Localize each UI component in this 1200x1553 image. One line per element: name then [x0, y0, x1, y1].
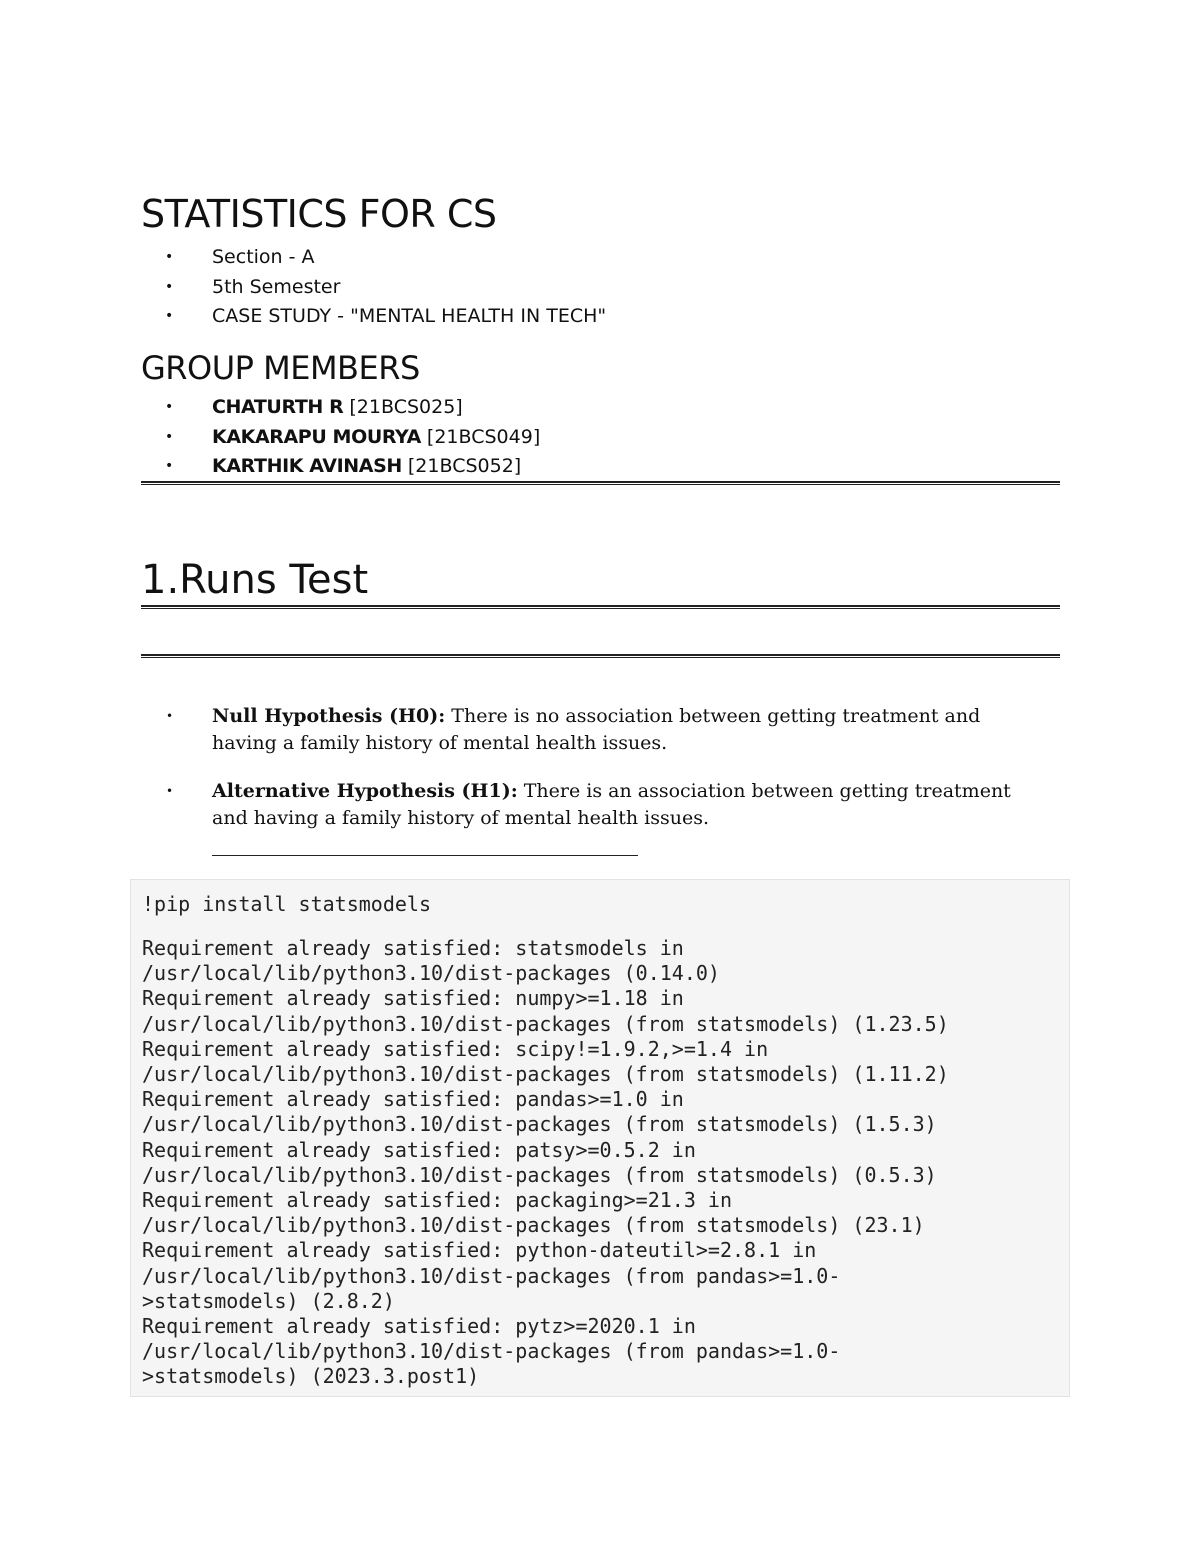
output-line: Requirement already satisfied: numpy>=1.18 in	[142, 986, 684, 1011]
document-title: STATISTICS FOR CS	[141, 192, 497, 236]
hypothesis-text: There is an association between getting treatment and having a family history of mental health issues.	[212, 780, 1011, 829]
info-item-section: Section - A	[212, 246, 315, 268]
bullet: •	[166, 709, 174, 723]
info-item-case-study: CASE STUDY - "MENTAL HEALTH IN TECH"	[212, 305, 607, 327]
output-line: >statsmodels) (2023.3.post1)	[142, 1364, 480, 1389]
bullet: •	[165, 399, 174, 415]
bullet: •	[165, 308, 174, 324]
member-id: [21BCS025]	[343, 396, 463, 418]
member-list	[0, 393, 540, 482]
member-item	[0, 423, 540, 453]
section-heading: 1.Runs Test	[141, 557, 369, 603]
output-line: Requirement already satisfied: pytz>=2020.1 in	[142, 1314, 696, 1339]
list-item	[0, 243, 606, 273]
output-line: /usr/local/lib/python3.10/dist-packages (from pandas>=1.0-	[142, 1339, 841, 1364]
output-line: Requirement already satisfied: pandas>=1.0 in	[142, 1087, 684, 1112]
bullet: •	[165, 278, 174, 295]
code-cell	[130, 879, 1070, 1397]
output-line: /usr/local/lib/python3.10/dist-packages (from statsmodels) (1.23.5)	[142, 1011, 949, 1036]
output-line: >statsmodels) (2.8.2)	[142, 1288, 395, 1313]
output-line: Requirement already satisfied: patsy>=0.5.2 in	[142, 1137, 696, 1162]
output-line: /usr/local/lib/python3.10/dist-packages (0.14.0)	[142, 961, 720, 986]
output-line: Requirement already satisfied: scipy!=1.9.2,>=1.4 in	[142, 1036, 769, 1061]
member-id: [21BCS049]	[420, 425, 541, 448]
output-line: /usr/local/lib/python3.10/dist-packages (from statsmodels) (1.5.3)	[142, 1112, 937, 1137]
horizontal-rule	[141, 605, 1060, 609]
horizontal-rule	[141, 654, 1060, 658]
bullet: •	[165, 428, 174, 445]
horizontal-rule	[141, 481, 1060, 485]
alternative-hypothesis	[0, 778, 1047, 832]
member-item	[0, 393, 540, 423]
hypothesis-list	[0, 703, 1047, 853]
list-item	[0, 302, 606, 332]
output-line: /usr/local/lib/python3.10/dist-packages (from statsmodels) (23.1)	[142, 1213, 925, 1238]
hypothesis-label: Null Hypothesis (H0):	[212, 705, 446, 727]
output-line: Requirement already satisfied: python-dateutil>=2.8.1 in	[142, 1238, 817, 1263]
bullet: •	[166, 784, 174, 798]
separator-line	[212, 855, 638, 856]
info-item-semester: 5th Semester	[212, 275, 341, 298]
course-info-list	[0, 243, 606, 332]
bullet: •	[165, 458, 174, 474]
output-line: /usr/local/lib/python3.10/dist-packages (from statsmodels) (0.5.3)	[142, 1162, 937, 1187]
member-name: CHATURTH R	[212, 396, 344, 418]
output-line: /usr/local/lib/python3.10/dist-packages (from statsmodels) (1.11.2)	[142, 1062, 949, 1087]
bullet: •	[165, 249, 174, 265]
group-members-heading: GROUP MEMBERS	[141, 349, 420, 387]
member-name: KARTHIK AVINASH	[212, 455, 402, 477]
output-line: /usr/local/lib/python3.10/dist-packages (from pandas>=1.0-	[142, 1263, 841, 1288]
output-line: Requirement already satisfied: packaging>=21.3 in	[142, 1188, 733, 1213]
member-name: KAKARAPU MOURYA	[212, 425, 421, 448]
hypothesis-label: Alternative Hypothesis (H1):	[212, 780, 518, 802]
list-item	[0, 273, 606, 303]
code-command: !pip install statsmodels	[142, 892, 431, 916]
code-output	[142, 936, 949, 1390]
member-item	[0, 452, 540, 482]
output-line: Requirement already satisfied: statsmodels in	[142, 936, 684, 960]
member-id: [21BCS052]	[401, 455, 522, 477]
null-hypothesis	[0, 703, 1047, 757]
hypothesis-text: There is no association between getting treatment and having a family history of mental health issues.	[212, 705, 981, 754]
